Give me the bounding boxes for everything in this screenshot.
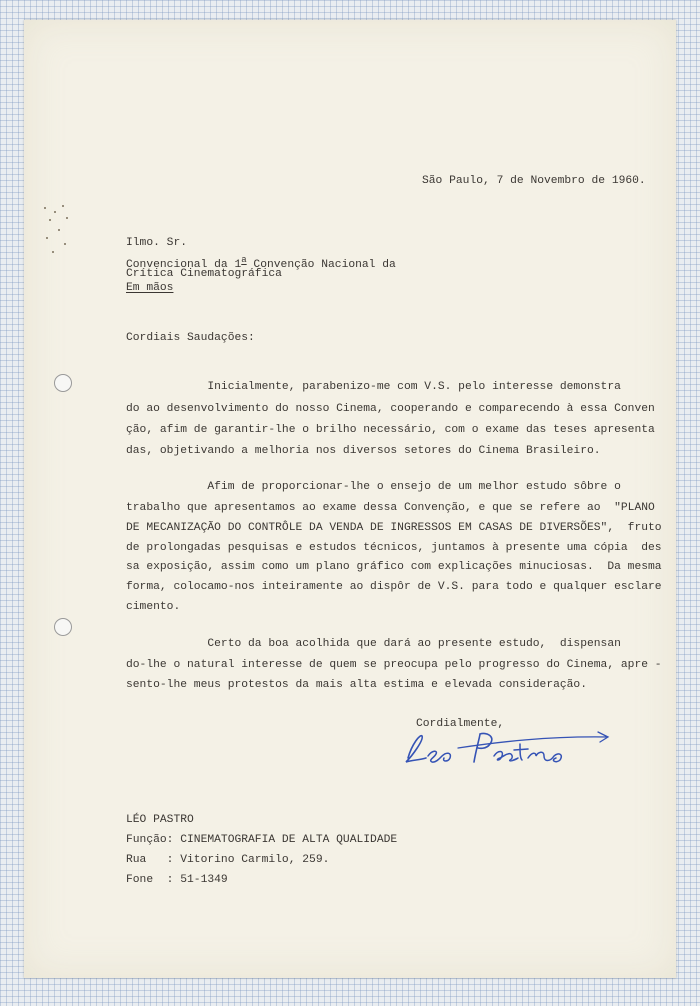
sender-function: Função: CINEMATOGRAFIA DE ALTA QUALIDADE [126,834,398,846]
body-line: sento-lhe meus protestos da mais alta estima e elevada consideração. [126,679,587,691]
sender-phone: Fone : 51-1349 [126,874,228,886]
sender-name: LÉO PASTRO [126,814,194,826]
body-line: do-lhe o natural interesse de quem se preocupa pelo progresso do Cinema, apre - [126,659,662,671]
body-line: das, objetivando a melhoria nos diversos setores do Cinema Brasileiro. [126,445,601,457]
punch-hole-lower [54,618,72,636]
body-line: ção, afim de garantir-lhe o brilho necessário, com o exame das teses apresenta [126,424,655,436]
greeting: Cordiais Saudações: [126,332,255,344]
body-line: DE MECANIZAÇÃO DO CONTRÔLE DA VENDA DE INGRESSOS EM CASAS DE DIVERSÕES", fruto [126,522,662,534]
sender-address: Rua : Vitorino Carmilo, 259. [126,854,330,866]
body-line: Certo da boa acolhida que dará ao presente estudo, dispensan [126,638,621,650]
body-line: sa exposição, assim como um plano gráfico com explicações minuciosas. Da mesma [126,561,662,573]
body-line: trabalho que apresentamos ao exame dessa Convenção, e que se refere ao "PLANO [126,502,655,514]
punch-hole-upper [54,374,72,392]
addressee-line: Crítica Cinematográfica [126,268,282,280]
body-line: forma, colocamo-nos inteiramente ao dispôr de V.S. para todo e qualquer esclare [126,581,662,593]
closing: Cordialmente, [416,718,505,730]
date-line: São Paulo, 7 de Novembro de 1960. [422,175,646,187]
body-line: Inicialmente, parabenizo-me com V.S. pelo interesse demonstra [126,381,621,393]
body-line: Afim de proporcionar-lhe o ensejo de um melhor estudo sôbre o [126,481,621,493]
addressee-line: Convencional da 1$^a$ Convenção Nacional da [126,255,396,271]
handwritten-signature [398,722,613,774]
body-line: cimento. [126,601,181,613]
body-line: do ao desenvolvimento do nosso Cinema, cooperando e comparecendo à essa Conven [126,403,655,415]
addressee-delivery: Em mãos [126,282,174,294]
body-line: de prolongadas pesquisas e estudos técnicos, juntamos à presente uma cópia des [126,542,662,554]
paper-speckles [40,205,80,265]
addressee-title: Ilmo. Sr. [126,237,188,249]
